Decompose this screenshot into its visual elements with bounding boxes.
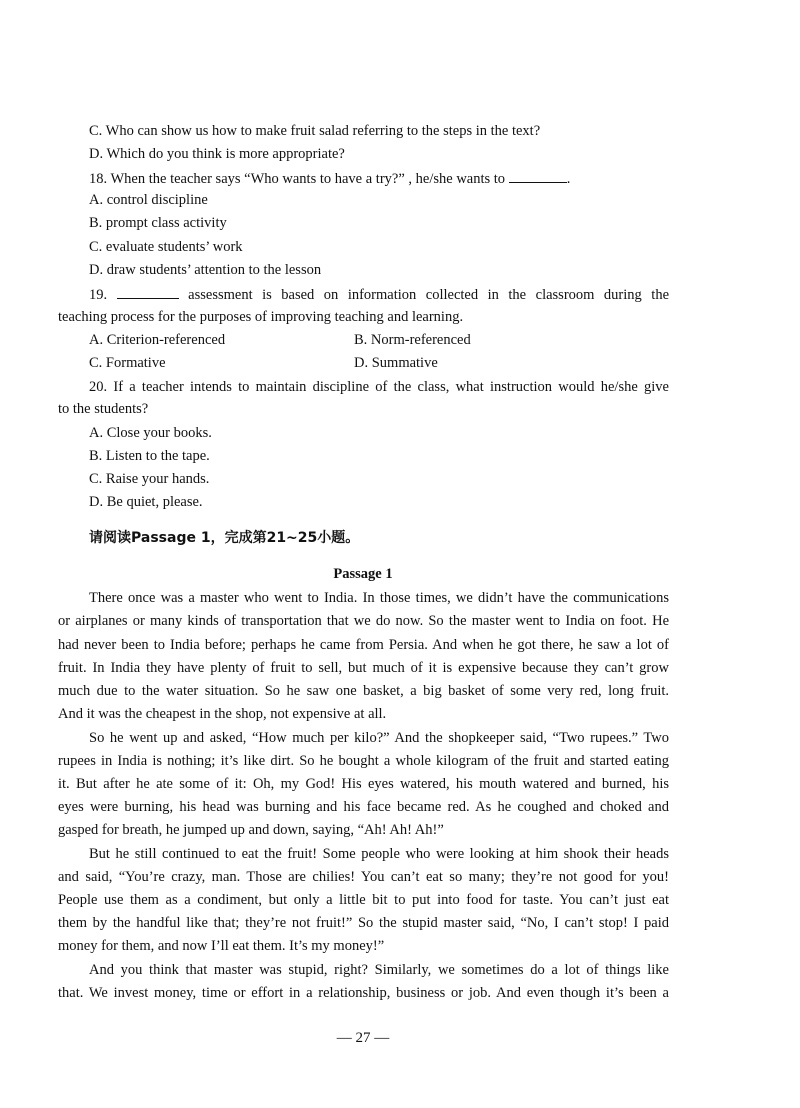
passage-line: rupees in India is nothing; it’s like dirt. So he bought a whole kilogram of the fruit and started eating	[58, 753, 669, 769]
passage-line: So he went up and asked, “How much per kilo?” And the shopkeeper said, “Two rupees.” Two	[89, 730, 669, 746]
passage-line: gasped for breath, he jumped up and down, saying, “Ah! Ah! Ah!”	[58, 822, 444, 838]
q20-stem-line1: 20. If a teacher intends to maintain discipline of the class, what instruction would he/she give	[89, 379, 669, 395]
q18-stem	[89, 168, 570, 189]
passage-line: And you think that master was stupid, right? Similarly, we sometimes do a lot of things like	[89, 962, 669, 978]
passage-line: And it was the cheapest in the shop, not expensive at all.	[58, 706, 387, 722]
q17-option-c: C. Who can show us how to make fruit salad referring to the steps in the text?	[89, 123, 541, 139]
q20-option-c: C. Raise your hands.	[89, 471, 210, 487]
passage-line: eyes were burning, his head was burning and his face became red. As he coughed and choked and	[58, 799, 669, 815]
reading-instruction: 请阅读Passage 1，完成第21~25小题。	[89, 530, 360, 546]
passage-line: had never been to India before; perhaps he came from Persia. And when he got there, he saw a lot of	[58, 637, 669, 653]
passage-line: But he still continued to eat the fruit! Some people who were looking at him shook their heads	[89, 846, 669, 862]
passage-line: People use them as a condiment, but only a little bit to put into food for taste. You can’t just eat	[58, 892, 669, 908]
q17-option-d: D. Which do you think is more appropriate?	[89, 146, 345, 162]
q18-option-a: A. control discipline	[89, 192, 208, 208]
q20-stem-line2: to the students?	[58, 401, 149, 417]
q18-option-d: D. draw students’ attention to the lesson	[89, 262, 322, 278]
q18-option-c: C. evaluate students’ work	[89, 239, 243, 255]
q18-option-b: B. prompt class activity	[89, 215, 227, 231]
q19-stem-text: assessment is based on information collected in the classroom during the	[188, 287, 670, 303]
q19-option-c: C. Formative	[89, 355, 166, 371]
q20-option-d: D. Be quiet, please.	[89, 494, 203, 510]
q19-stem-line1	[89, 284, 669, 305]
answer-blank	[509, 168, 567, 183]
answer-blank	[117, 284, 179, 299]
q18-stem-text: 18. When the teacher says “Who wants to have a try?” , he/she wants to	[89, 171, 506, 187]
q20-option-a: A. Close your books.	[89, 425, 212, 441]
q19-option-a: A. Criterion-referenced	[89, 332, 226, 348]
q18-stem-end: .	[566, 171, 571, 187]
q19-option-b: B. Norm-referenced	[354, 332, 471, 348]
q19-option-d: D. Summative	[354, 355, 438, 371]
q19-stem-line2: teaching process for the purposes of improving teaching and learning.	[58, 309, 464, 325]
passage-line: and said, “You’re crazy, man. Those are chilies! You can’t eat so many; they’re not good for you!	[58, 869, 669, 885]
passage-line: that. We invest money, time or effort in a relationship, business or job. And even though it’s been a	[58, 985, 669, 1001]
passage-line: There once was a master who went to India. In those times, we didn’t have the communications	[89, 590, 669, 606]
q20-option-b: B. Listen to the tape.	[89, 448, 210, 464]
passage-line: it. But after he ate some of it: Oh, my God! His eyes watered, his mouth watered and burned, his	[58, 776, 669, 792]
passage-line: or airplanes or many kinds of transportation that we do now. So the master went to India on foot. He	[58, 613, 669, 629]
passage-line: fruit. In India they have plenty of fruit to sell, but much of it is expensive because they can’t grow	[58, 660, 669, 676]
passage-line: them by the handful like that; they’re not fruit!” So the stupid master said, “No, I can’t stop! I paid	[58, 915, 669, 931]
q19-number: 19.	[89, 287, 108, 303]
passage-title: Passage 1	[333, 566, 393, 582]
passage-line: money for them, and now I’ll eat them. It’s my money!”	[58, 938, 385, 954]
passage-line: much due to the water situation. So he saw one basket, a big basket of some very red, long fruit.	[58, 683, 669, 699]
page-number: — 27 —	[336, 1030, 390, 1046]
